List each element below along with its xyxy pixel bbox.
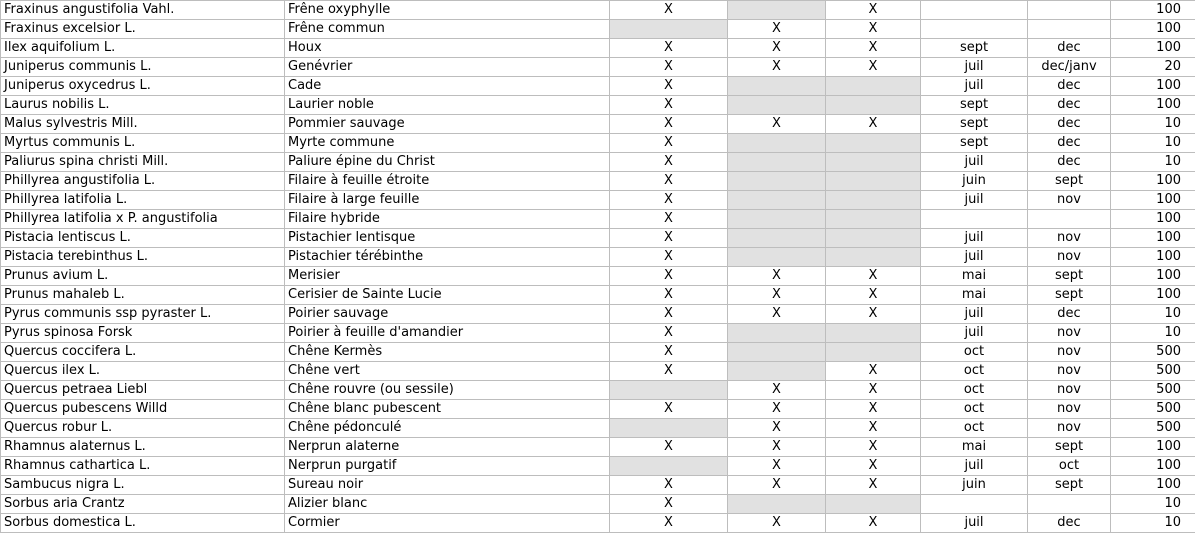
mark-cell-1 xyxy=(610,457,728,476)
mark-cell-3: X xyxy=(826,58,921,77)
start-month-cell xyxy=(921,210,1028,229)
end-month-cell: nov xyxy=(1028,381,1111,400)
latin-name-cell: Laurus nobilis L. xyxy=(1,96,285,115)
start-month-cell: oct xyxy=(921,400,1028,419)
latin-name-cell: Prunus mahaleb L. xyxy=(1,286,285,305)
mark-cell-2: X xyxy=(728,267,826,286)
table-row xyxy=(1,20,1195,39)
start-month-cell: juil xyxy=(921,514,1028,533)
mark-cell-3: X xyxy=(826,514,921,533)
table-row xyxy=(1,172,1195,191)
end-month-cell xyxy=(1028,20,1111,39)
mark-cell-2 xyxy=(728,191,826,210)
mark-cell-2: X xyxy=(728,476,826,495)
quantity-cell: 100 xyxy=(1111,77,1195,96)
mark-cell-3 xyxy=(826,191,921,210)
common-name-cell: Poirier à feuille d'amandier xyxy=(285,324,610,343)
latin-name-cell: Pyrus communis ssp pyraster L. xyxy=(1,305,285,324)
latin-name-cell: Juniperus communis L. xyxy=(1,58,285,77)
mark-cell-2 xyxy=(728,362,826,381)
mark-cell-3: X xyxy=(826,1,921,20)
mark-cell-2 xyxy=(728,324,826,343)
mark-cell-2: X xyxy=(728,115,826,134)
mark-cell-1: X xyxy=(610,115,728,134)
mark-cell-1: X xyxy=(610,191,728,210)
end-month-cell: nov xyxy=(1028,419,1111,438)
start-month-cell: juin xyxy=(921,476,1028,495)
mark-cell-1: X xyxy=(610,58,728,77)
mark-cell-3 xyxy=(826,495,921,514)
latin-name-cell: Fraxinus excelsior L. xyxy=(1,20,285,39)
end-month-cell: sept xyxy=(1028,172,1111,191)
common-name-cell: Frêne oxyphylle xyxy=(285,1,610,20)
table-row xyxy=(1,476,1195,495)
mark-cell-2 xyxy=(728,229,826,248)
mark-cell-3: X xyxy=(826,400,921,419)
table-row xyxy=(1,400,1195,419)
mark-cell-3 xyxy=(826,134,921,153)
mark-cell-3 xyxy=(826,77,921,96)
latin-name-cell: Pistacia terebinthus L. xyxy=(1,248,285,267)
mark-cell-3 xyxy=(826,153,921,172)
start-month-cell: sept xyxy=(921,96,1028,115)
mark-cell-3 xyxy=(826,324,921,343)
table-row xyxy=(1,39,1195,58)
table-row xyxy=(1,381,1195,400)
quantity-cell: 10 xyxy=(1111,115,1195,134)
quantity-cell: 10 xyxy=(1111,514,1195,533)
quantity-cell: 500 xyxy=(1111,419,1195,438)
mark-cell-1: X xyxy=(610,476,728,495)
mark-cell-2 xyxy=(728,134,826,153)
end-month-cell: sept xyxy=(1028,286,1111,305)
mark-cell-1: X xyxy=(610,134,728,153)
table-body xyxy=(1,1,1195,533)
table-row xyxy=(1,438,1195,457)
start-month-cell: mai xyxy=(921,286,1028,305)
table-row xyxy=(1,495,1195,514)
end-month-cell xyxy=(1028,210,1111,229)
quantity-cell: 500 xyxy=(1111,400,1195,419)
mark-cell-1: X xyxy=(610,362,728,381)
end-month-cell: dec xyxy=(1028,115,1111,134)
common-name-cell: Alizier blanc xyxy=(285,495,610,514)
end-month-cell: nov xyxy=(1028,248,1111,267)
latin-name-cell: Pyrus spinosa Forsk xyxy=(1,324,285,343)
end-month-cell: dec/janv xyxy=(1028,58,1111,77)
quantity-cell: 10 xyxy=(1111,305,1195,324)
quantity-cell: 100 xyxy=(1111,96,1195,115)
start-month-cell: oct xyxy=(921,381,1028,400)
table-row xyxy=(1,1,1195,20)
mark-cell-1 xyxy=(610,20,728,39)
latin-name-cell: Phillyrea latifolia x P. angustifolia xyxy=(1,210,285,229)
end-month-cell xyxy=(1028,495,1111,514)
quantity-cell: 500 xyxy=(1111,381,1195,400)
mark-cell-2: X xyxy=(728,438,826,457)
start-month-cell: juil xyxy=(921,77,1028,96)
latin-name-cell: Sorbus aria Crantz xyxy=(1,495,285,514)
table-row xyxy=(1,324,1195,343)
start-month-cell: oct xyxy=(921,343,1028,362)
mark-cell-1: X xyxy=(610,39,728,58)
start-month-cell xyxy=(921,1,1028,20)
mark-cell-1: X xyxy=(610,324,728,343)
start-month-cell: oct xyxy=(921,362,1028,381)
end-month-cell: dec xyxy=(1028,96,1111,115)
latin-name-cell: Pistacia lentiscus L. xyxy=(1,229,285,248)
latin-name-cell: Myrtus communis L. xyxy=(1,134,285,153)
mark-cell-3: X xyxy=(826,362,921,381)
mark-cell-2 xyxy=(728,248,826,267)
latin-name-cell: Phillyrea latifolia L. xyxy=(1,191,285,210)
start-month-cell xyxy=(921,495,1028,514)
mark-cell-3 xyxy=(826,343,921,362)
end-month-cell: nov xyxy=(1028,191,1111,210)
mark-cell-3: X xyxy=(826,476,921,495)
common-name-cell: Laurier noble xyxy=(285,96,610,115)
quantity-cell: 10 xyxy=(1111,134,1195,153)
mark-cell-3: X xyxy=(826,381,921,400)
mark-cell-1: X xyxy=(610,229,728,248)
latin-name-cell: Phillyrea angustifolia L. xyxy=(1,172,285,191)
mark-cell-2 xyxy=(728,495,826,514)
quantity-cell: 100 xyxy=(1111,210,1195,229)
latin-name-cell: Fraxinus angustifolia Vahl. xyxy=(1,1,285,20)
mark-cell-1: X xyxy=(610,248,728,267)
common-name-cell: Chêne pédonculé xyxy=(285,419,610,438)
mark-cell-1: X xyxy=(610,77,728,96)
latin-name-cell: Quercus petraea Liebl xyxy=(1,381,285,400)
mark-cell-1: X xyxy=(610,267,728,286)
common-name-cell: Chêne vert xyxy=(285,362,610,381)
end-month-cell: oct xyxy=(1028,457,1111,476)
end-month-cell: dec xyxy=(1028,134,1111,153)
table-row xyxy=(1,153,1195,172)
latin-name-cell: Rhamnus cathartica L. xyxy=(1,457,285,476)
mark-cell-2 xyxy=(728,96,826,115)
latin-name-cell: Sambucus nigra L. xyxy=(1,476,285,495)
mark-cell-2: X xyxy=(728,419,826,438)
quantity-cell: 100 xyxy=(1111,172,1195,191)
table-row xyxy=(1,77,1195,96)
latin-name-cell: Malus sylvestris Mill. xyxy=(1,115,285,134)
mark-cell-3: X xyxy=(826,20,921,39)
mark-cell-2: X xyxy=(728,381,826,400)
start-month-cell: juil xyxy=(921,324,1028,343)
mark-cell-1: X xyxy=(610,438,728,457)
mark-cell-2: X xyxy=(728,514,826,533)
quantity-cell: 10 xyxy=(1111,495,1195,514)
common-name-cell: Paliure épine du Christ xyxy=(285,153,610,172)
mark-cell-2: X xyxy=(728,286,826,305)
table-row xyxy=(1,362,1195,381)
mark-cell-3: X xyxy=(826,457,921,476)
mark-cell-2: X xyxy=(728,39,826,58)
start-month-cell: juil xyxy=(921,58,1028,77)
end-month-cell: nov xyxy=(1028,229,1111,248)
mark-cell-1: X xyxy=(610,153,728,172)
quantity-cell: 100 xyxy=(1111,229,1195,248)
start-month-cell: juil xyxy=(921,457,1028,476)
common-name-cell: Nerprun purgatif xyxy=(285,457,610,476)
mark-cell-1 xyxy=(610,419,728,438)
end-month-cell: nov xyxy=(1028,400,1111,419)
mark-cell-2: X xyxy=(728,400,826,419)
common-name-cell: Myrte commune xyxy=(285,134,610,153)
common-name-cell: Filaire hybride xyxy=(285,210,610,229)
table-row xyxy=(1,286,1195,305)
table-row xyxy=(1,248,1195,267)
common-name-cell: Chêne Kermès xyxy=(285,343,610,362)
start-month-cell: mai xyxy=(921,267,1028,286)
quantity-cell: 100 xyxy=(1111,20,1195,39)
mark-cell-2: X xyxy=(728,305,826,324)
end-month-cell: nov xyxy=(1028,343,1111,362)
mark-cell-2 xyxy=(728,153,826,172)
common-name-cell: Pistachier térébinthe xyxy=(285,248,610,267)
end-month-cell: dec xyxy=(1028,305,1111,324)
latin-name-cell: Quercus robur L. xyxy=(1,419,285,438)
mark-cell-1: X xyxy=(610,400,728,419)
mark-cell-3: X xyxy=(826,419,921,438)
quantity-cell: 10 xyxy=(1111,324,1195,343)
common-name-cell: Nerprun alaterne xyxy=(285,438,610,457)
mark-cell-3: X xyxy=(826,267,921,286)
table-row xyxy=(1,267,1195,286)
common-name-cell: Chêne blanc pubescent xyxy=(285,400,610,419)
table-row xyxy=(1,96,1195,115)
common-name-cell: Merisier xyxy=(285,267,610,286)
latin-name-cell: Sorbus domestica L. xyxy=(1,514,285,533)
end-month-cell: sept xyxy=(1028,438,1111,457)
mark-cell-1: X xyxy=(610,1,728,20)
table-row xyxy=(1,343,1195,362)
mark-cell-3: X xyxy=(826,39,921,58)
latin-name-cell: Quercus pubescens Willd xyxy=(1,400,285,419)
quantity-cell: 100 xyxy=(1111,39,1195,58)
mark-cell-1: X xyxy=(610,96,728,115)
mark-cell-3 xyxy=(826,172,921,191)
table-row xyxy=(1,58,1195,77)
mark-cell-1: X xyxy=(610,286,728,305)
mark-cell-2: X xyxy=(728,457,826,476)
mark-cell-1 xyxy=(610,381,728,400)
mark-cell-2 xyxy=(728,210,826,229)
start-month-cell: juil xyxy=(921,191,1028,210)
table-row xyxy=(1,419,1195,438)
common-name-cell: Frêne commun xyxy=(285,20,610,39)
common-name-cell: Chêne rouvre (ou sessile) xyxy=(285,381,610,400)
quantity-cell: 100 xyxy=(1111,286,1195,305)
mark-cell-3 xyxy=(826,96,921,115)
quantity-cell: 100 xyxy=(1111,267,1195,286)
quantity-cell: 100 xyxy=(1111,1,1195,20)
latin-name-cell: Ilex aquifolium L. xyxy=(1,39,285,58)
start-month-cell: sept xyxy=(921,39,1028,58)
mark-cell-1: X xyxy=(610,210,728,229)
start-month-cell: sept xyxy=(921,134,1028,153)
common-name-cell: Pistachier lentisque xyxy=(285,229,610,248)
common-name-cell: Cormier xyxy=(285,514,610,533)
mark-cell-2 xyxy=(728,1,826,20)
common-name-cell: Genévrier xyxy=(285,58,610,77)
latin-name-cell: Paliurus spina christi Mill. xyxy=(1,153,285,172)
mark-cell-3 xyxy=(826,248,921,267)
table-row xyxy=(1,191,1195,210)
start-month-cell: juil xyxy=(921,305,1028,324)
quantity-cell: 500 xyxy=(1111,362,1195,381)
quantity-cell: 100 xyxy=(1111,248,1195,267)
latin-name-cell: Juniperus oxycedrus L. xyxy=(1,77,285,96)
start-month-cell: juin xyxy=(921,172,1028,191)
mark-cell-2: X xyxy=(728,20,826,39)
start-month-cell: mai xyxy=(921,438,1028,457)
end-month-cell: nov xyxy=(1028,324,1111,343)
mark-cell-1: X xyxy=(610,172,728,191)
end-month-cell: dec xyxy=(1028,77,1111,96)
mark-cell-2 xyxy=(728,343,826,362)
table-row xyxy=(1,457,1195,476)
quantity-cell: 10 xyxy=(1111,153,1195,172)
start-month-cell: juil xyxy=(921,229,1028,248)
end-month-cell xyxy=(1028,1,1111,20)
table-row xyxy=(1,134,1195,153)
end-month-cell: sept xyxy=(1028,267,1111,286)
quantity-cell: 100 xyxy=(1111,476,1195,495)
latin-name-cell: Quercus ilex L. xyxy=(1,362,285,381)
quantity-cell: 100 xyxy=(1111,438,1195,457)
quantity-cell: 20 xyxy=(1111,58,1195,77)
mark-cell-3: X xyxy=(826,305,921,324)
quantity-cell: 100 xyxy=(1111,191,1195,210)
common-name-cell: Pommier sauvage xyxy=(285,115,610,134)
mark-cell-1: X xyxy=(610,495,728,514)
mark-cell-3: X xyxy=(826,438,921,457)
mark-cell-3 xyxy=(826,229,921,248)
mark-cell-1: X xyxy=(610,305,728,324)
mark-cell-3 xyxy=(826,210,921,229)
mark-cell-1: X xyxy=(610,343,728,362)
table-row xyxy=(1,305,1195,324)
common-name-cell: Cerisier de Sainte Lucie xyxy=(285,286,610,305)
quantity-cell: 500 xyxy=(1111,343,1195,362)
end-month-cell: sept xyxy=(1028,476,1111,495)
common-name-cell: Poirier sauvage xyxy=(285,305,610,324)
start-month-cell: oct xyxy=(921,419,1028,438)
end-month-cell: dec xyxy=(1028,514,1111,533)
quantity-cell: 100 xyxy=(1111,457,1195,476)
common-name-cell: Sureau noir xyxy=(285,476,610,495)
mark-cell-2 xyxy=(728,77,826,96)
mark-cell-3: X xyxy=(826,286,921,305)
latin-name-cell: Quercus coccifera L. xyxy=(1,343,285,362)
start-month-cell: juil xyxy=(921,153,1028,172)
common-name-cell: Houx xyxy=(285,39,610,58)
start-month-cell: juil xyxy=(921,248,1028,267)
common-name-cell: Cade xyxy=(285,77,610,96)
table-row xyxy=(1,115,1195,134)
start-month-cell: sept xyxy=(921,115,1028,134)
common-name-cell: Filaire à large feuille xyxy=(285,191,610,210)
latin-name-cell: Rhamnus alaternus L. xyxy=(1,438,285,457)
common-name-cell: Filaire à feuille étroite xyxy=(285,172,610,191)
mark-cell-2: X xyxy=(728,58,826,77)
latin-name-cell: Prunus avium L. xyxy=(1,267,285,286)
table-row xyxy=(1,210,1195,229)
mark-cell-3: X xyxy=(826,115,921,134)
end-month-cell: dec xyxy=(1028,39,1111,58)
start-month-cell xyxy=(921,20,1028,39)
mark-cell-1: X xyxy=(610,514,728,533)
end-month-cell: dec xyxy=(1028,153,1111,172)
end-month-cell: nov xyxy=(1028,362,1111,381)
mark-cell-2 xyxy=(728,172,826,191)
table-row xyxy=(1,229,1195,248)
